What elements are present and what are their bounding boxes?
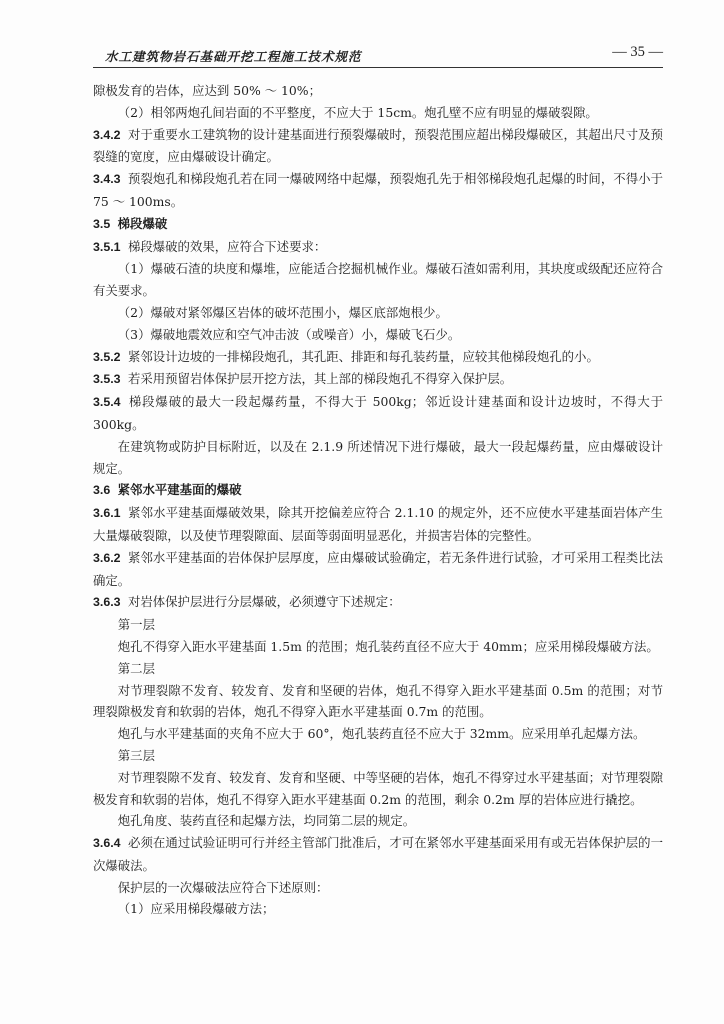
clause-number: 3.6.1 [93, 506, 121, 521]
clause-3-5-2 [93, 346, 663, 369]
clause-3-5-4 [93, 391, 663, 436]
section-title: 梯段爆破 [117, 215, 168, 231]
clause-text: 若采用预留岩体保护层开挖方法，其上部的梯段炮孔不得穿入保护层。 [128, 371, 513, 387]
clause-3-5-3 [93, 368, 663, 391]
clause-number: 3.6.2 [93, 550, 121, 565]
clause-text: 梯段爆破的最大一段起爆药量，不得大于 500kg；邻近设计建基面和设计边坡时，不得大于 300kg。 [93, 394, 663, 432]
page-number: — 35 — [612, 44, 663, 60]
clause-3-6-1 [93, 502, 663, 547]
paragraph: 对节理裂隙不发育、较发育、发育和坚硬的岩体，炮孔不得穿入距水平建基面 0.5m 的范围；对节理裂隙极发育和软弱的岩体，炮孔不得穿入距水平建基面 0.7m 的范围。 [93, 682, 663, 720]
paragraph: 炮孔角度、装药直径和起爆方法，均同第二层的规定。 [117, 813, 416, 829]
list-item: （2）爆破对紧邻爆区岩体的破坏范围小，爆区底部炮根少。 [117, 304, 448, 320]
clause-text: 必须在通过试验证明可行并经主管部门批准后，才可在紧邻水平建基面采用有或无岩体保护层的一次爆破法。 [93, 835, 663, 873]
clause-number: 3.4.2 [93, 127, 121, 142]
clause-3-6-4 [93, 832, 663, 877]
paragraph: 隙极发育的岩体，应达到 50% ～ 10%； [93, 83, 321, 98]
clause-text: 紧邻水平建基面爆破效果，除其开挖偏差应符合 2.1.10 的规定外，还不应使水平建基面岩体产生大量爆破裂隙，以及使节理裂隙面、层面等弱面明显恶化，并损害岩体的完整性。 [93, 505, 663, 543]
list-item: （3）爆破地震效应和空气冲击波（或噪音）小，爆破飞石少。 [117, 326, 461, 342]
clause-3-6-2 [93, 547, 663, 592]
clause-text: 梯段爆破的效果，应符合下述要求： [128, 238, 327, 254]
layer-label: 第三层 [117, 747, 155, 763]
clause-text: 预裂炮孔和梯段炮孔若在同一爆破网络中起爆，预裂炮孔先于相邻梯段炮孔起爆的时间，不得小于 75 ～ 100ms。 [93, 171, 663, 209]
clause-number: 3.5.3 [93, 372, 121, 387]
clause-number: 3.6.4 [93, 836, 121, 851]
clause-text: 对于重要水工建筑物的设计建基面进行预裂爆破时，预裂范围应超出梯段爆破区，其超出尺寸及预裂缝的宽度，应由爆破设计确定。 [93, 126, 663, 165]
clause-3-4-2 [93, 124, 663, 169]
section-heading-3-6 [93, 479, 663, 502]
clause-3-5-1 [93, 236, 663, 259]
list-item: （1）应采用梯段爆破方法； [117, 901, 275, 917]
paragraph: 炮孔与水平建基面的夹角不应大于 60°，炮孔装药直径不应大于 32mm。应采用单孔起爆方法。 [117, 726, 646, 742]
page-header [93, 44, 663, 66]
paragraph: 炮孔不得穿入距水平建基面 1.5m 的范围；炮孔装药直径不应大于 40mm；应采用梯段爆破方法。 [117, 638, 659, 654]
clause-number: 3.4.3 [93, 172, 121, 187]
header-rule [93, 67, 663, 68]
clause-number: 3.6.3 [93, 595, 121, 610]
section-number: 3.6 [93, 483, 111, 498]
paragraph: 保护层的一次爆破法应符合下述原则： [117, 879, 329, 895]
clause-number: 3.5.4 [93, 395, 121, 410]
section-heading-3-5 [93, 213, 663, 236]
running-title: 水工建筑物岩石基础开挖工程施工技术规范 [105, 49, 362, 64]
clause-text: 对岩体保护层进行分层爆破，必须遵守下述规定： [128, 594, 401, 610]
section-title: 紧邻水平建基面的爆破 [117, 482, 242, 498]
section-number: 3.5 [93, 216, 111, 231]
layer-label: 第二层 [117, 660, 155, 676]
clause-number: 3.5.2 [93, 349, 121, 364]
paragraph: 在建筑物或防护目标附近，以及在 2.1.9 所述情况下进行爆破，最大一段起爆药量，应由爆破设计规定。 [93, 438, 663, 476]
clause-3-4-3 [93, 168, 663, 213]
body-text [93, 80, 663, 920]
clause-text: 紧邻水平建基面的岩体保护层厚度，应由爆破试验确定，若无条件进行试验，才可采用工程类比法确定。 [93, 549, 663, 588]
clause-number: 3.5.1 [93, 239, 121, 254]
layer-label: 第一层 [117, 617, 155, 633]
list-item: （2）相邻两炮孔间岩面的不平整度，不应大于 15cm。炮孔壁不应有明显的爆破裂隙。 [117, 104, 598, 120]
clause-3-6-3 [93, 591, 663, 614]
clause-text: 紧邻设计边坡的一排梯段炮孔，其孔距、排距和每孔装药量，应较其他梯段炮孔的小。 [128, 348, 599, 364]
list-item: （1）爆破石渣的块度和爆堆，应能适合挖掘机械作业。爆破石渣如需利用，其块度或级配还应符合有关要求。 [93, 261, 663, 299]
paragraph: 对节理裂隙不发育、较发育、发育和坚硬、中等坚硬的岩体，炮孔不得穿过水平建基面；对节理裂隙极发育和软弱的岩体，炮孔不得穿入距水平建基面 0.2m 的范围，剩余 0.2m 厚的岩体应进行撬挖。 [93, 769, 663, 807]
